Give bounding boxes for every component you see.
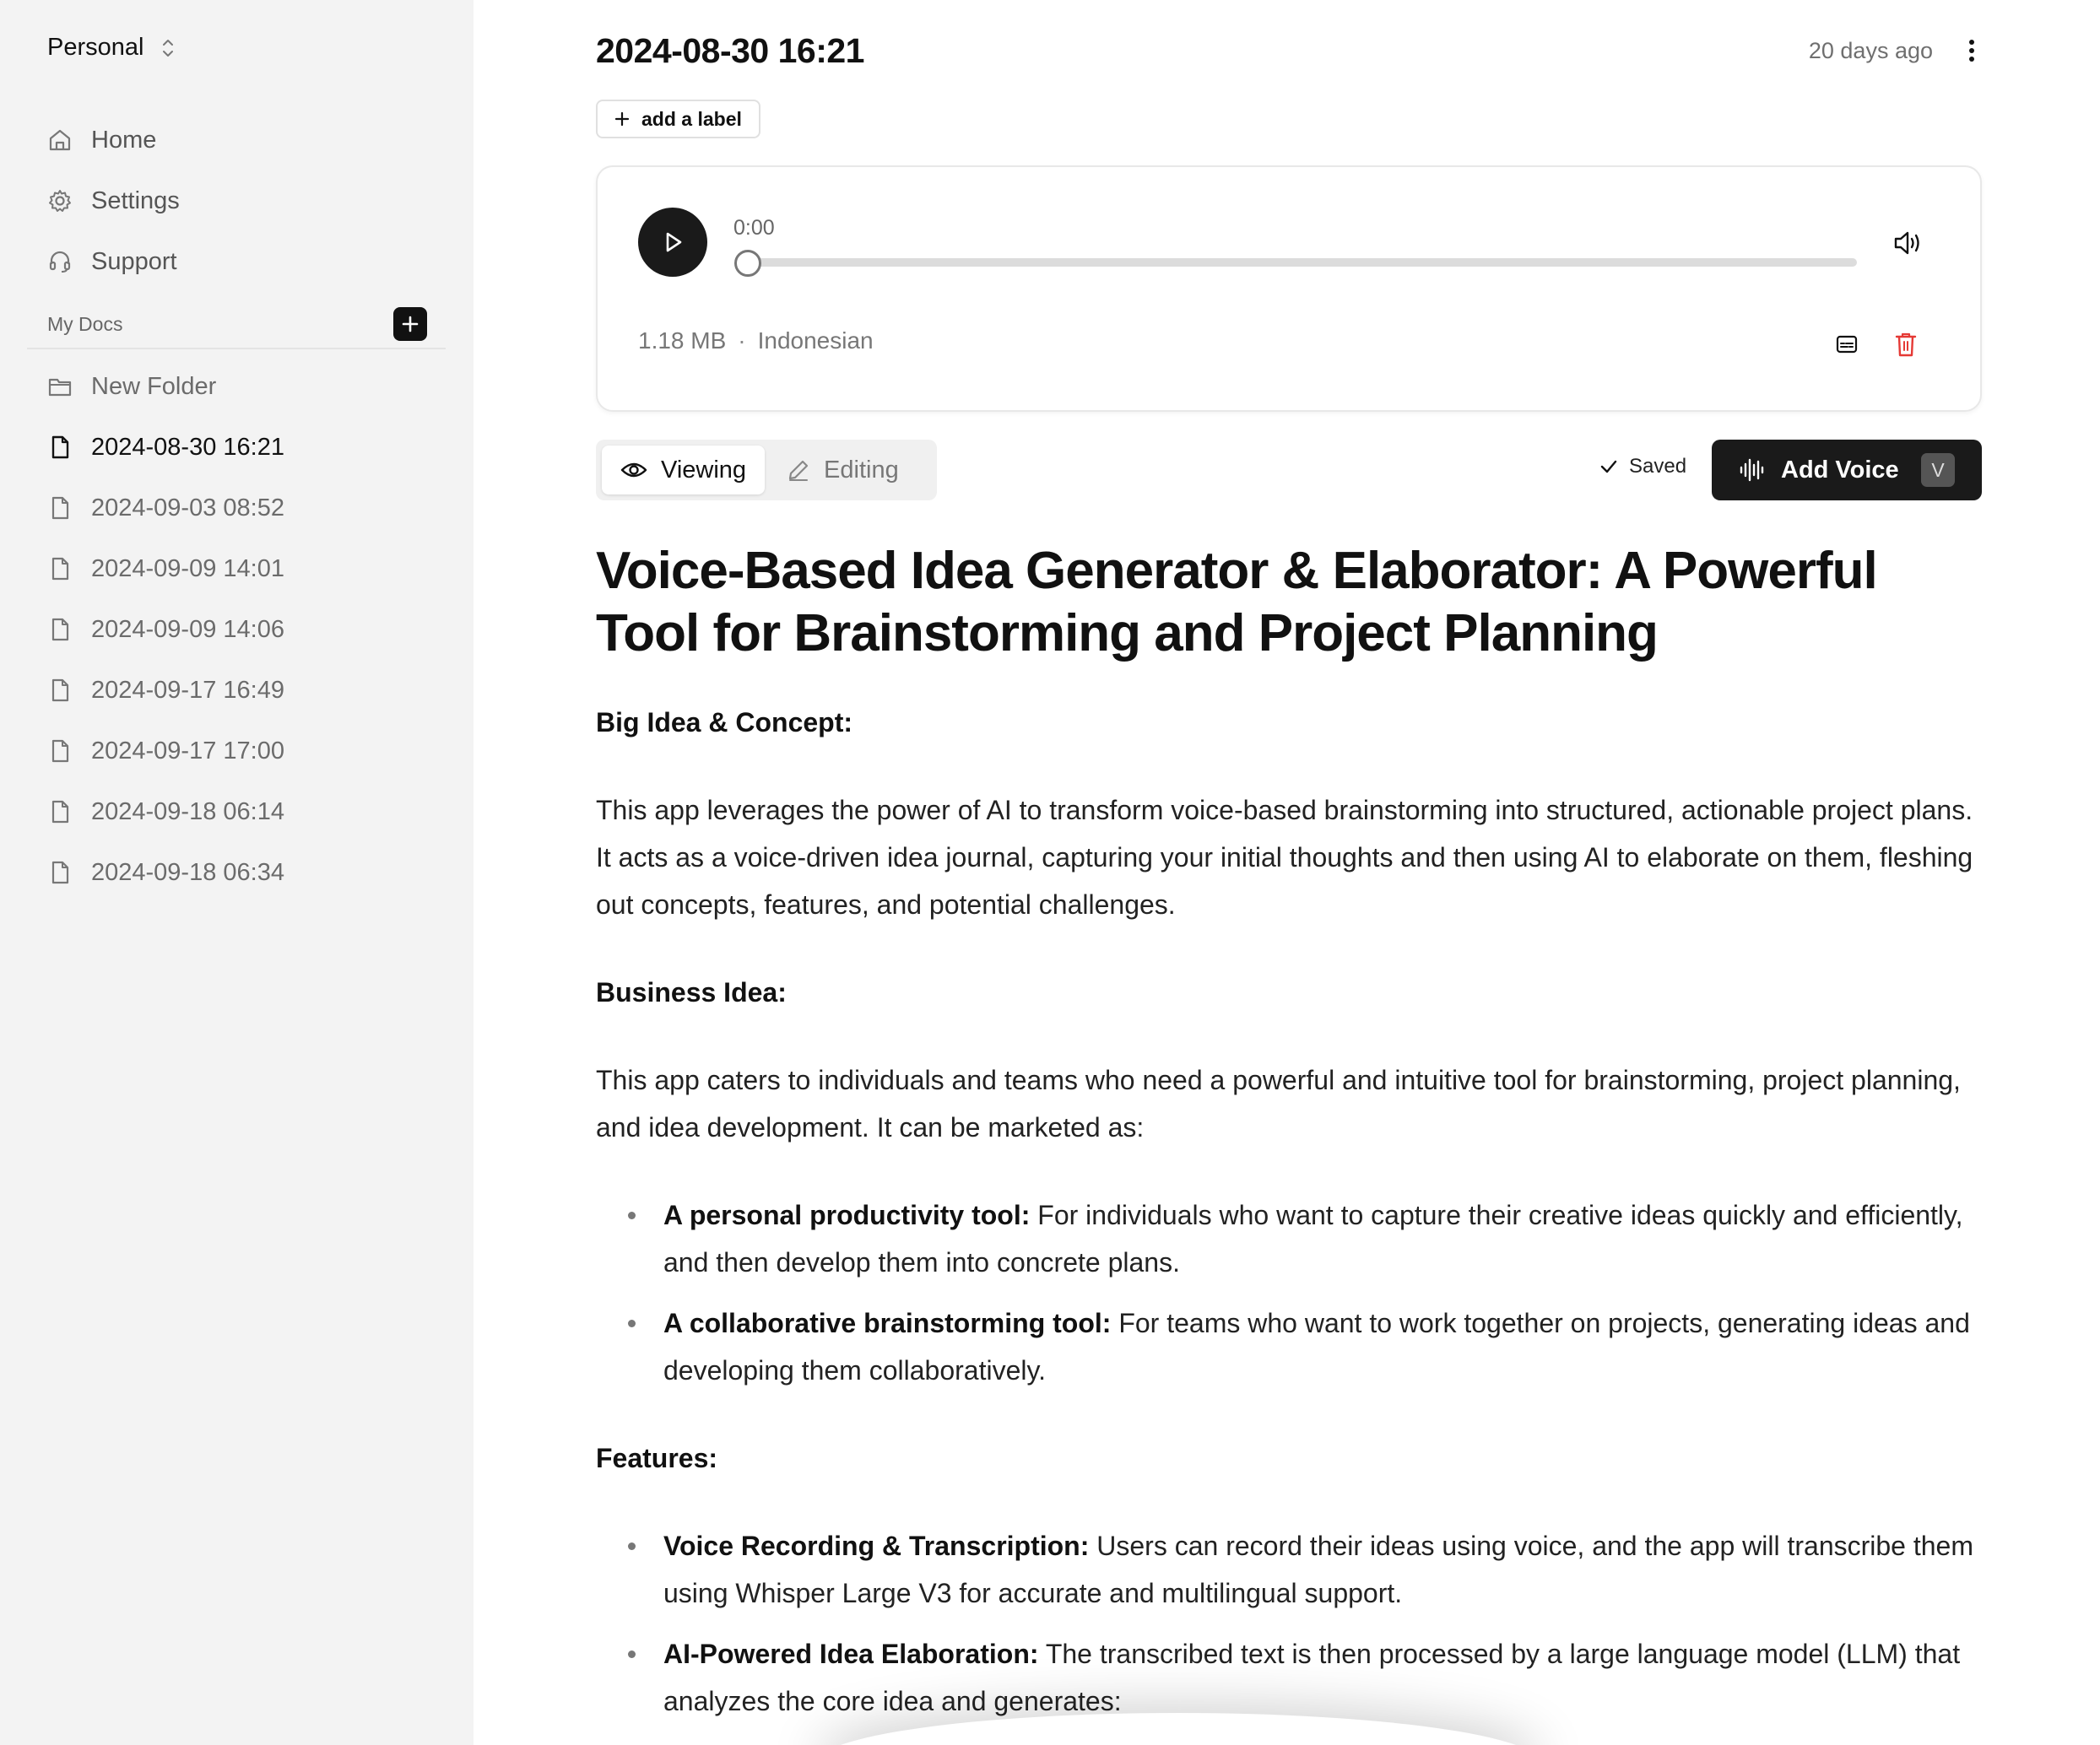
file-icon — [47, 435, 73, 460]
meta-separator: · — [738, 327, 746, 354]
doc-label: 2024-09-09 14:06 — [91, 615, 284, 643]
add-voice-button[interactable] — [1712, 440, 1982, 500]
play-icon — [660, 230, 685, 255]
paragraph: This app caters to individuals and teams who need a powerful and intuitive tool for brainstorming, project planning, and idea development. It can be marketed as: — [596, 1065, 1961, 1143]
list-item-lead: A collaborative brainstorming tool: — [663, 1308, 1112, 1338]
add-label-button[interactable] — [596, 100, 760, 138]
file-icon — [47, 860, 73, 885]
list-item-text: For individuals who want to capture their creative ideas quickly and efficiently, and then develop them into concrete plans. — [663, 1200, 1963, 1278]
playback-time: 0:00 — [733, 216, 775, 240]
relative-time: 20 days ago — [1808, 37, 1933, 63]
trash-icon[interactable] — [1894, 331, 1918, 358]
docs-list — [47, 356, 436, 903]
viewing-mode-button[interactable] — [602, 446, 765, 494]
audio-meta — [638, 327, 874, 354]
nav-item-support[interactable] — [47, 231, 436, 292]
doc-item[interactable] — [47, 721, 436, 781]
progress-handle[interactable] — [734, 250, 761, 277]
mode-toolbar — [596, 440, 1982, 500]
doc-label: 2024-09-03 08:52 — [91, 494, 284, 521]
bullet-list — [596, 1191, 1982, 1394]
editing-mode-button[interactable] — [768, 446, 917, 494]
play-button[interactable] — [638, 208, 707, 277]
section-heading: Features: — [596, 1443, 718, 1473]
doc-item[interactable] — [47, 599, 436, 660]
list-item-lead: AI-Powered Idea Elaboration: — [663, 1639, 1039, 1669]
viewing-label: Viewing — [661, 456, 747, 484]
doc-label: 2024-09-18 06:34 — [91, 858, 284, 886]
nav-label: Support — [91, 247, 177, 275]
kebab-menu-icon — [1968, 39, 1975, 62]
more-options-button[interactable] — [1962, 34, 1982, 68]
doc-label: 2024-09-17 16:49 — [91, 676, 284, 704]
progress-track[interactable] — [736, 258, 1857, 267]
subtitles-icon[interactable] — [1835, 332, 1859, 356]
doc-item[interactable] — [47, 660, 436, 721]
shortcut-key: V — [1921, 453, 1955, 487]
list-item-lead: Voice Recording & Transcription: — [663, 1531, 1090, 1561]
main-content — [474, 0, 2100, 1745]
file-icon — [47, 495, 73, 521]
check-icon — [1599, 457, 1619, 477]
file-icon — [47, 678, 73, 703]
workspace-switcher[interactable] — [47, 34, 176, 62]
chevron-up-down-icon — [160, 35, 176, 61]
list-item — [596, 1522, 1982, 1617]
audio-player — [596, 165, 1982, 412]
file-icon — [47, 556, 73, 581]
doc-item-active[interactable] — [47, 417, 436, 478]
folder-item[interactable] — [47, 356, 436, 417]
main-nav — [47, 110, 436, 292]
nav-label: Home — [91, 126, 157, 154]
doc-header-actions — [1809, 34, 1982, 68]
add-voice-label: Add Voice — [1781, 456, 1899, 484]
list-item — [596, 1630, 1982, 1725]
home-icon — [47, 127, 73, 153]
list-item-text: For teams who want to work together on projects, generating ideas and developing them collaboratively. — [663, 1308, 1970, 1386]
headset-icon — [47, 249, 73, 274]
doc-item[interactable] — [47, 842, 436, 903]
view-mode-toggle — [596, 440, 937, 500]
doc-header — [596, 25, 1982, 76]
file-icon — [47, 738, 73, 764]
page-title: 2024-08-30 16:21 — [596, 30, 864, 70]
folder-icon — [47, 374, 73, 399]
document-heading: Voice-Based Idea Generator & Elaborator: A Powerful Tool for Brainstorming and Project Planning — [596, 542, 1877, 662]
list-item — [596, 1191, 1982, 1286]
list-item-lead: A personal productivity tool: — [663, 1200, 1031, 1230]
my-docs-header — [47, 307, 427, 341]
nav-item-home[interactable] — [47, 110, 436, 170]
list-item — [596, 1299, 1982, 1394]
file-icon — [47, 617, 73, 642]
plus-icon — [401, 315, 419, 333]
language: Indonesian — [757, 327, 874, 354]
sidebar — [0, 0, 474, 1745]
volume-icon[interactable] — [1892, 230, 1923, 257]
list-item-text: The transcribed text is then processed by a large language model (LLM) that analyzes the core idea and generates: — [663, 1639, 1961, 1716]
section-title: My Docs — [47, 312, 123, 335]
gear-icon — [47, 188, 73, 213]
plus-icon — [614, 111, 630, 127]
document-body — [596, 540, 1982, 1745]
doc-label: 2024-09-17 17:00 — [91, 737, 284, 764]
section-heading: Big Idea & Concept: — [596, 707, 853, 737]
file-size: 1.18 MB — [638, 327, 727, 354]
doc-item[interactable] — [47, 538, 436, 599]
doc-label: New Folder — [91, 372, 217, 400]
pencil-icon — [787, 458, 810, 482]
nav-item-settings[interactable] — [47, 170, 436, 231]
paragraph: This app leverages the power of AI to transform voice-based brainstorming into structured, actionable project plans. It acts as a voice-driven idea journal, capturing your initial thoughts and then using AI to elaborate on them, fleshing out concepts, features, and potential challenges. — [596, 795, 1973, 920]
editing-label: Editing — [824, 456, 899, 484]
list-item-text: Users can record their ideas using voice, and the app will transcribe them using Whisper Large V3 for accurate and multilingual support. — [663, 1531, 1973, 1608]
nav-label: Settings — [91, 186, 180, 214]
bullet-list — [596, 1522, 1982, 1725]
doc-label: 2024-09-09 14:01 — [91, 554, 284, 582]
file-icon — [47, 799, 73, 824]
doc-item[interactable] — [47, 781, 436, 842]
saved-label: Saved — [1629, 455, 1687, 478]
workspace-name: Personal — [47, 34, 144, 61]
add-label-text: add a label — [641, 107, 742, 130]
doc-label: 2024-09-18 06:14 — [91, 797, 284, 825]
divider — [27, 348, 446, 349]
doc-label: 2024-08-30 16:21 — [91, 433, 284, 461]
eye-icon — [620, 460, 647, 480]
add-doc-button[interactable] — [393, 307, 427, 341]
save-status — [1599, 455, 1686, 478]
doc-item[interactable] — [47, 478, 436, 538]
waveform-icon — [1739, 457, 1766, 483]
section-heading: Business Idea: — [596, 977, 787, 1008]
